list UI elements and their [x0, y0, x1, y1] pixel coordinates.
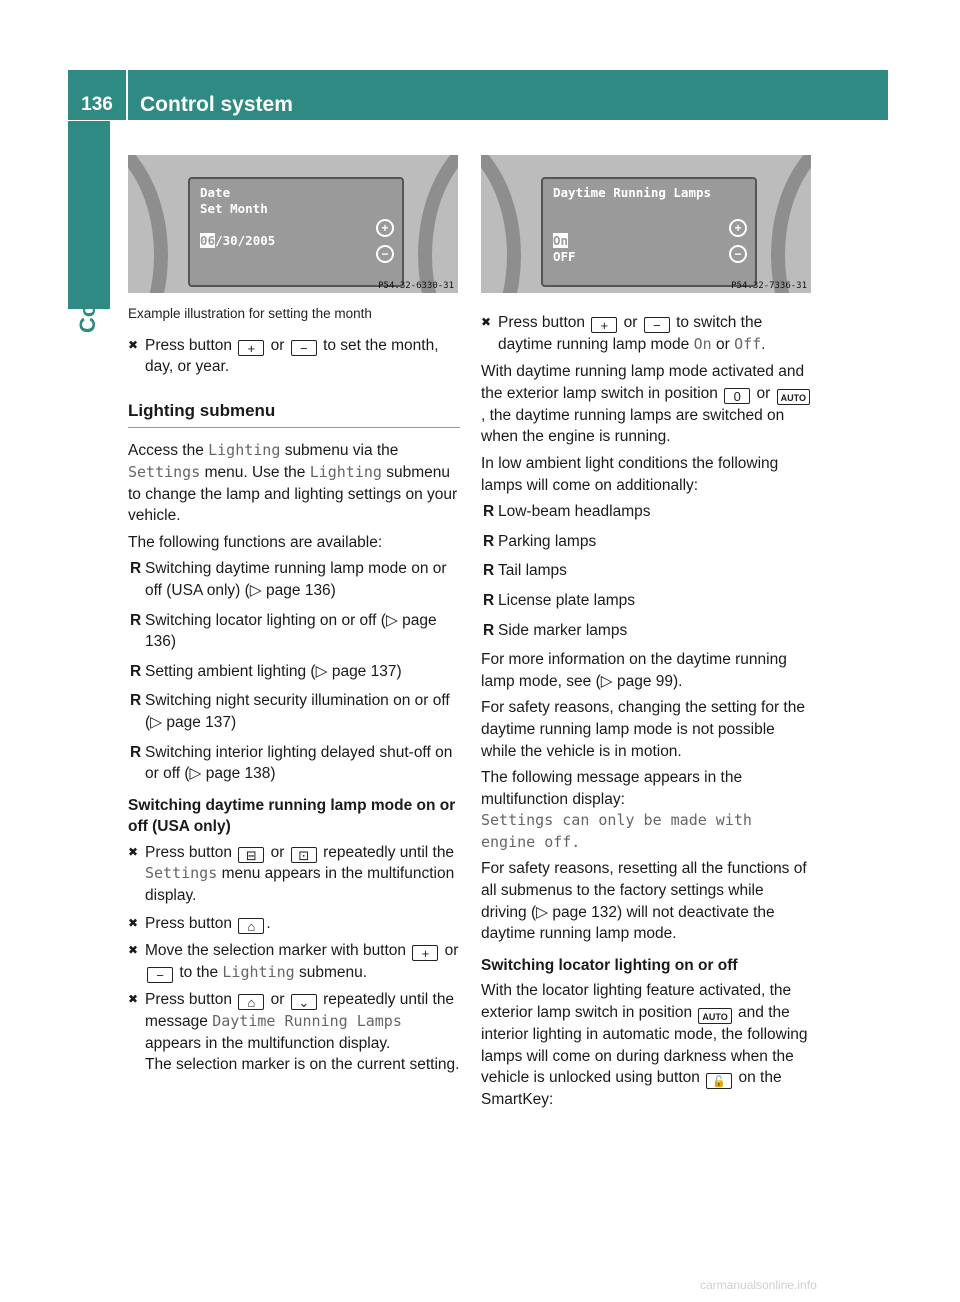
instruction-step: ✖ Press button ⌂ . — [128, 914, 271, 934]
auto-icon: AUTO — [777, 389, 810, 405]
arrow-icon: ✖ — [481, 315, 492, 329]
illustration-ref: P54.32-6330-31 — [378, 281, 454, 291]
gauge-left — [128, 155, 168, 293]
unlock-icon: 🔓 — [706, 1073, 732, 1089]
display-line-1: Date — [200, 185, 231, 200]
minus-icon: − — [729, 245, 747, 263]
display-screen — [541, 177, 757, 287]
illustration-daytime-lamps — [481, 155, 811, 293]
paragraph: For safety reasons, changing the setting for the daytime running lamp mode is not possible while the vehicle is in motion. — [481, 699, 805, 760]
list-item: R Parking lamps — [483, 532, 597, 550]
menu-back-button-icon: ⊟ — [238, 847, 264, 863]
page-number: 136 — [81, 94, 113, 115]
auto-icon: AUTO — [698, 1008, 731, 1024]
paragraph: With daytime running lamp mode activated and the exterior lamp switch in position 0 or AUTO, the daytime running lamps are switched on when the engine is running. — [481, 361, 813, 448]
arrow-icon: ✖ — [128, 992, 139, 1007]
header-divider — [126, 70, 128, 120]
plus-button-icon: + — [412, 945, 438, 961]
list-item: R Switching locator lighting on or off (▷ page 136) — [130, 611, 437, 651]
instruction-step: ✖ Press button + or − to set the month, day, or year. — [128, 336, 439, 376]
minus-button-icon: − — [291, 340, 317, 356]
list-item: R Switching night security illumination on or off (▷ page 137) — [130, 692, 450, 731]
list-item: R Low-beam headlamps — [483, 503, 651, 521]
gauge-right — [418, 155, 458, 293]
subsection-title: Switching locator lighting on or off — [481, 956, 738, 974]
paragraph: For more information on the daytime running lamp mode, see (▷ page 99). — [481, 651, 787, 690]
list-item: R Switching interior lighting delayed shut-off on or off (▷ page 138) — [130, 743, 453, 783]
arrow-icon: ✖ — [128, 337, 139, 352]
display-screen — [188, 177, 404, 287]
list-item: R License plate lamps — [483, 591, 635, 609]
plus-icon: + — [376, 219, 394, 237]
display-line-2: Set Month — [200, 201, 268, 216]
minus-icon: − — [376, 245, 394, 263]
plus-button-icon: + — [238, 340, 264, 356]
instruction-step: ✖ Press button ⌂ or ⌄ repeatedly until the message Daytime Running Lamps appears in the multifunction display. The selection marker is on the current setting. — [128, 991, 460, 1074]
down-button-icon: ⌄ — [291, 994, 317, 1010]
list-item: R Switching daytime running lamp mode on or off (USA only) (▷ page 136) — [130, 560, 447, 599]
menu-forward-button-icon: ⊡ — [291, 847, 317, 863]
list-item: R Side marker lamps — [483, 621, 628, 639]
display-message: Settings can only be made with engine off. — [481, 811, 752, 851]
sidebar-label-wrap — [68, 128, 110, 728]
list-item: R Setting ambient lighting (▷ page 137) — [130, 662, 402, 680]
list-item: R Tail lamps — [483, 562, 567, 580]
footer-watermark: carmanualsonline.info — [700, 1278, 817, 1292]
instruction-step: ✖ Press button + or − to switch the daytime running lamp mode On or Off. — [481, 314, 766, 353]
display-highlight: 06 — [200, 233, 216, 248]
gauge-left — [481, 155, 521, 293]
instruction-step: ✖ Press button ⊟ or ⊡ repeatedly until the Settings menu appears in the multifunction display. — [128, 843, 455, 905]
arrow-icon: ✖ — [128, 915, 139, 930]
sidebar-label: Controls in detail — [75, 153, 100, 333]
paragraph: The following message appears in the multifunction display: — [481, 769, 743, 808]
functions-available: The following functions are available: — [128, 533, 383, 551]
arrow-icon: ✖ — [128, 943, 139, 958]
lamp-switch-0-icon: 0 — [724, 388, 750, 404]
display-option-off: OFF — [553, 249, 576, 264]
left-column — [128, 303, 460, 1082]
minus-button-icon: − — [147, 967, 173, 983]
paragraph: For safety reasons, resetting all the functions of all submenus to the factory settings while driving (▷ page 132) will not deactivate the daytime running lamp mode. — [481, 860, 807, 943]
display-date-rest: /30/2005 — [215, 233, 276, 248]
paragraph: In low ambient light conditions the following lamps will come on additionally: — [481, 454, 779, 494]
instruction-step: ✖ Move the selection marker with button + or − to the Lighting submenu. — [128, 942, 459, 983]
up-button-icon: ⌂ — [238, 994, 264, 1010]
gauge-right — [771, 155, 811, 293]
figure-caption: Example illustration for setting the month — [128, 306, 372, 321]
subsection-title: Switching daytime running lamp mode on or off (USA only) — [128, 796, 456, 836]
up-button-icon: ⌂ — [238, 918, 264, 934]
section-title: Lighting submenu — [128, 400, 460, 429]
plus-icon: + — [729, 219, 747, 237]
page-header — [68, 70, 888, 120]
header-title: Control system — [140, 93, 293, 116]
display-option-on: On — [553, 233, 569, 248]
minus-button-icon: − — [644, 317, 670, 333]
illustration-set-month — [128, 155, 458, 293]
display-line-3 — [200, 233, 275, 248]
display-line-1: Daytime Running Lamps — [553, 185, 712, 200]
intro-paragraph: Access the Lighting submenu via the Settings menu. Use the Lighting submenu to change the lamp and lighting settings on your vehicle. — [128, 441, 458, 525]
right-column — [481, 312, 813, 1116]
paragraph: With the locator lighting feature activated, the exterior lamp switch in position AUTO and the interior lighting in automatic mode, the following lamps will come on during darkness when the vehicle is unlocked using button 🔓 on the SmartKey: — [481, 982, 808, 1109]
plus-button-icon: + — [591, 317, 617, 333]
illustration-ref: P54.32-7336-31 — [731, 281, 807, 291]
arrow-icon: ✖ — [128, 844, 139, 859]
